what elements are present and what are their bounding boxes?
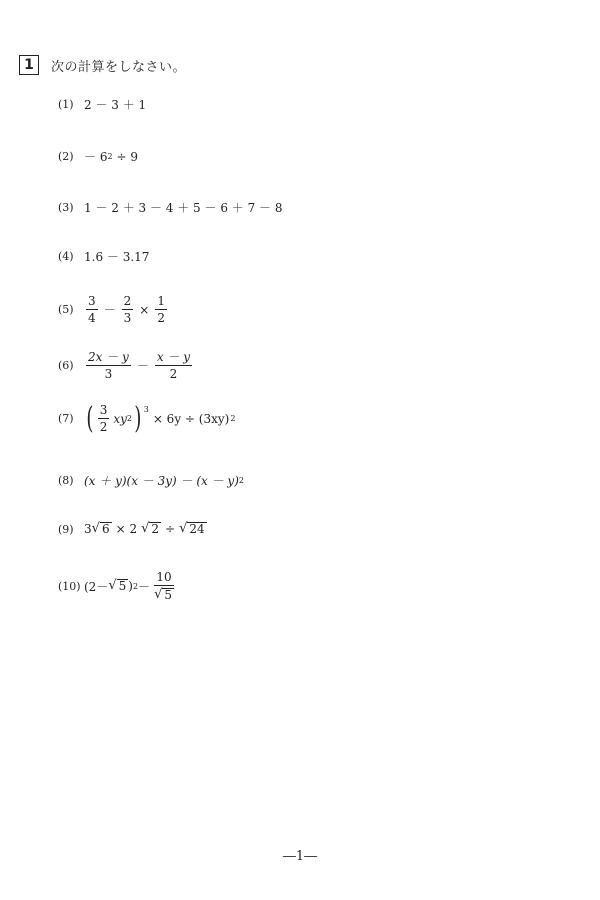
operator: × <box>139 302 150 317</box>
exponent: 2 <box>230 414 236 423</box>
denominator: 2 <box>169 367 178 381</box>
problem-5 <box>58 294 169 325</box>
square-root <box>108 579 128 593</box>
denominator: 3 <box>104 367 113 381</box>
expr-part: × 6y ÷ (3xy) <box>152 411 230 426</box>
numerator: 10 <box>156 570 172 584</box>
radicand: 2 <box>151 522 160 536</box>
problem-expression <box>84 522 207 536</box>
square-root <box>141 522 161 536</box>
problem-8 <box>58 472 244 489</box>
operator: － <box>103 303 116 317</box>
operator: × 2 <box>115 522 138 536</box>
problem-expression <box>84 294 169 325</box>
expr-part: － 6 <box>84 150 108 164</box>
numerator: 3 <box>99 403 108 417</box>
exponent: 2 <box>238 476 244 485</box>
fraction <box>86 350 131 381</box>
denominator: 4 <box>88 311 96 325</box>
fraction <box>86 294 98 325</box>
radicand: 5 <box>164 588 172 602</box>
numerator: 2x － y <box>88 350 129 364</box>
problem-expression: 2 － 3 ＋ 1 <box>84 98 147 112</box>
expr-part: (2－ <box>84 579 109 594</box>
question-instruction: 次の計算をしなさい。 <box>51 59 187 75</box>
variable: xy <box>113 411 127 426</box>
problem-expression: 1.6 － 3.17 <box>84 250 150 264</box>
problem-2 <box>58 148 142 165</box>
radical-icon: √ <box>141 521 150 536</box>
exponent: 2 <box>107 152 113 161</box>
numerator: 1 <box>157 294 165 308</box>
radicand: 24 <box>189 522 205 536</box>
fraction <box>122 294 134 325</box>
problem-9 <box>58 522 207 536</box>
left-paren: ( <box>86 400 94 436</box>
denominator: 2 <box>157 311 165 325</box>
expr-part: ÷ 9 <box>116 149 139 164</box>
problem-label: (4) <box>58 250 74 263</box>
radical-icon: √ <box>154 587 163 602</box>
denominator: 3 <box>123 311 132 325</box>
radical-icon: √ <box>179 521 188 536</box>
problem-expression <box>84 148 142 165</box>
operator: ÷ <box>165 522 176 536</box>
problem-7 <box>58 400 236 436</box>
problem-3 <box>58 199 282 216</box>
numerator: 3 <box>88 294 96 308</box>
radical-icon: √ <box>108 578 117 593</box>
coefficient: 3 <box>84 522 92 536</box>
problem-10 <box>58 570 178 602</box>
fraction <box>98 403 110 434</box>
exponent: 2 <box>126 414 132 423</box>
problem-label: (9) <box>58 522 74 536</box>
problem-expression <box>84 472 244 489</box>
problem-4 <box>58 248 149 265</box>
radical-icon: √ <box>91 521 100 536</box>
denominator: 2 <box>99 420 108 434</box>
square-root <box>179 522 207 536</box>
question-header <box>19 54 186 76</box>
operator: － <box>138 579 151 594</box>
page-number: ―1― <box>282 849 318 864</box>
problem-label: (6) <box>58 359 74 372</box>
problem-expression: 1 － 2 ＋ 3 － 4 ＋ 5 － 6 ＋ 7 － 8 <box>84 201 283 215</box>
right-paren: ) <box>134 400 142 436</box>
problem-expression <box>84 570 178 602</box>
numerator: 2 <box>123 294 132 308</box>
radicand: 5 <box>118 579 127 593</box>
numerator: x － y <box>156 350 191 364</box>
square-root <box>154 588 174 602</box>
problem-label: (8) <box>58 474 74 487</box>
denominator <box>152 586 176 602</box>
fraction <box>155 350 192 381</box>
problem-label: (5) <box>58 303 74 316</box>
radicand: 6 <box>101 522 110 536</box>
exponent: 3 <box>143 405 149 414</box>
problem-label: (7) <box>58 412 74 425</box>
fraction <box>152 570 176 602</box>
problem-expression <box>84 400 236 436</box>
problem-6 <box>58 350 194 381</box>
problem-label: (1) <box>58 98 74 111</box>
problem-label: (10) <box>58 579 81 593</box>
problem-label: (3) <box>58 201 74 214</box>
exponent: 2 <box>132 581 139 591</box>
problem-expression <box>84 350 194 381</box>
square-root <box>92 522 112 536</box>
expr-part: ) <box>128 579 133 593</box>
expr-part: (x ＋ y)(x － 3y) － (x － y) <box>84 474 239 488</box>
operator: － <box>136 359 149 373</box>
fraction <box>155 294 167 325</box>
problem-label: (2) <box>58 150 74 163</box>
problem-1 <box>58 96 146 113</box>
question-number-box: 1 <box>19 55 39 75</box>
